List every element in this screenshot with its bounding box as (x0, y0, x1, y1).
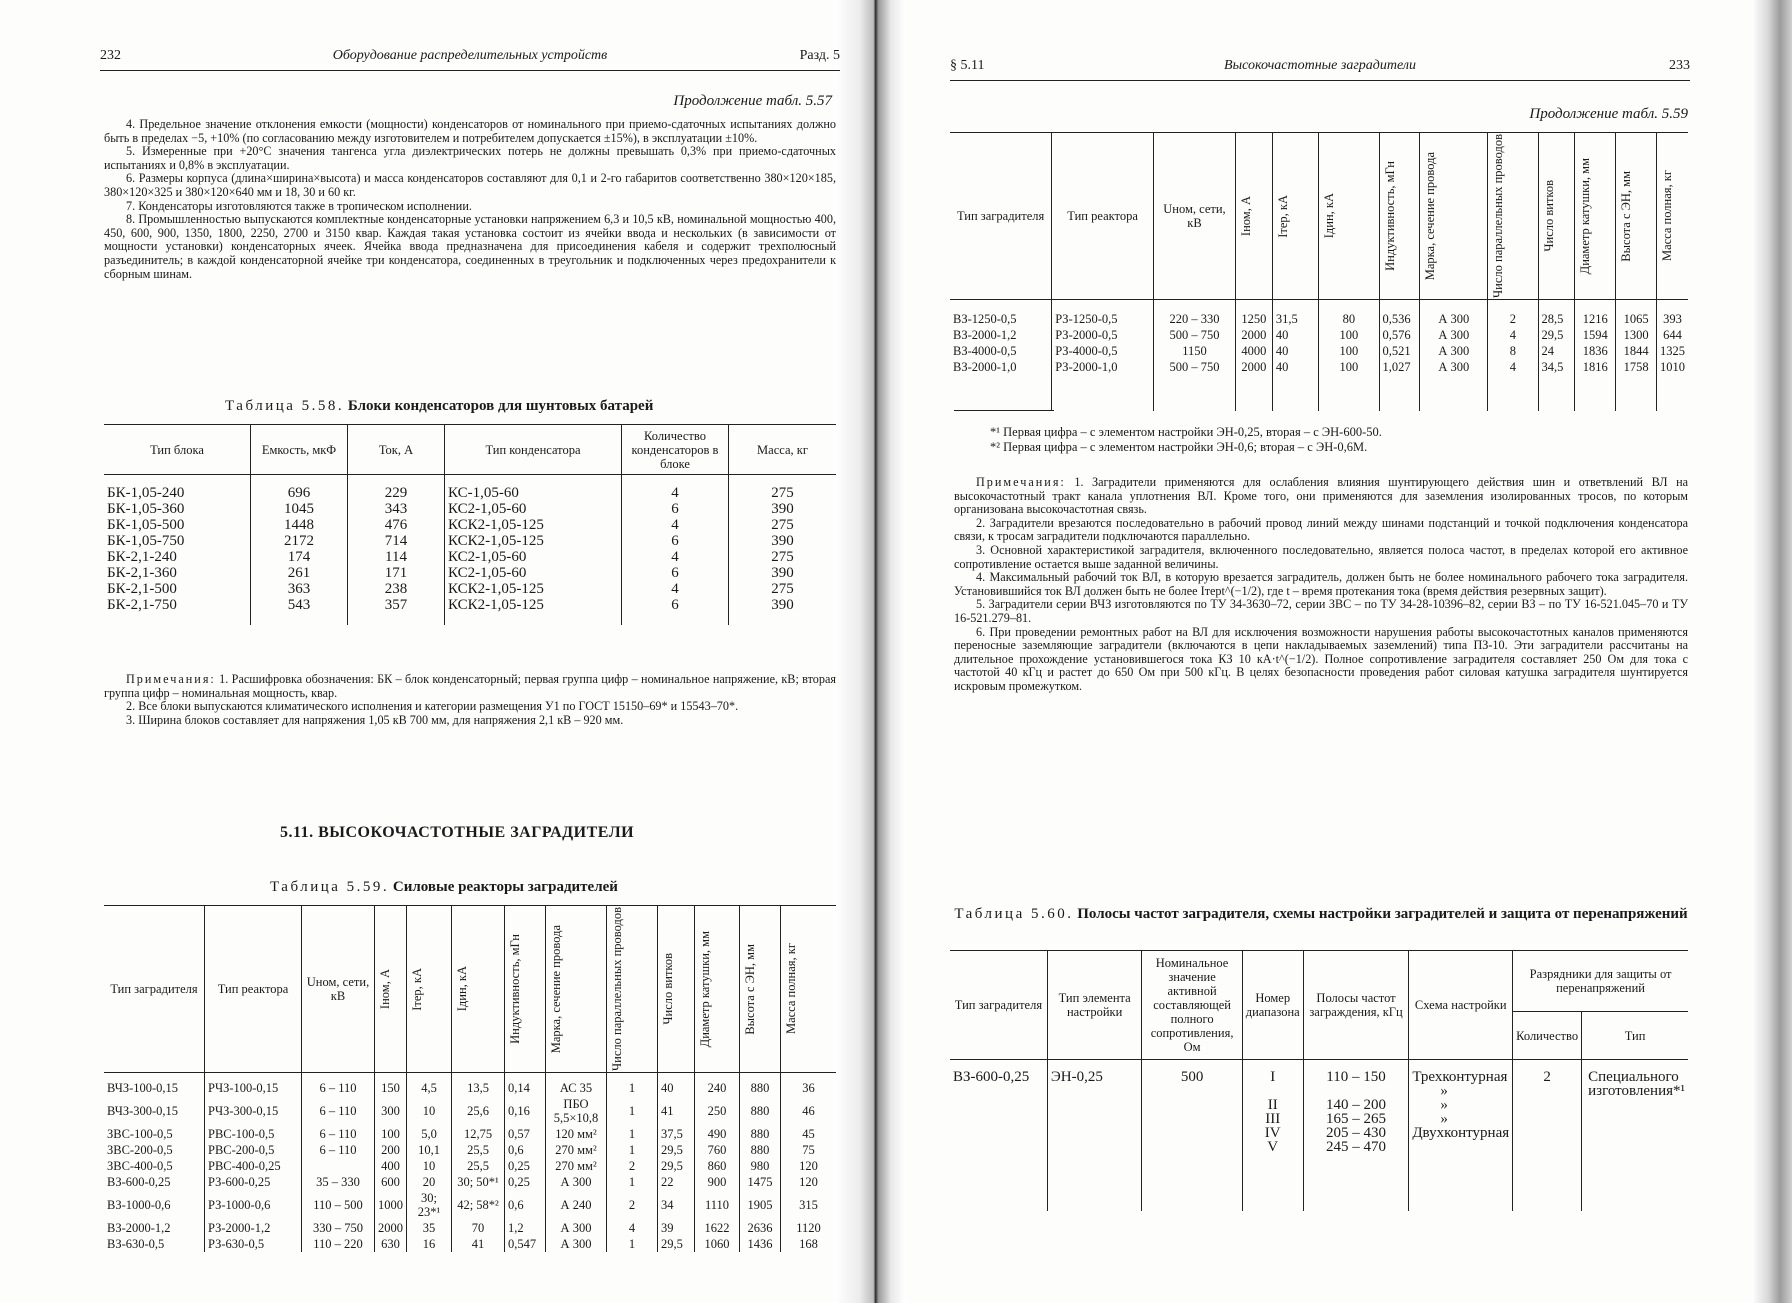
table-row: ЗВС-200-0,5 РВС-200-0,5 6 – 110 200 10,1 25,5 0,6 270 мм² 1 29,5 760 880 75 (104, 1142, 836, 1158)
col-header: Номер диапазона (1242, 951, 1303, 1060)
col-header: Iтер, кА (1275, 194, 1290, 238)
note-paragraph: 6. Размеры корпуса (длина×ширина×высота) и масса конденсаторов составляют для 0,1 и 2-го габаритов соответственно 380×120×185, 380×120×325 и 380×120×640 мм и 18, 30 и 60 кг. (104, 171, 836, 199)
col-header: Полосы частот заграждения, кГц (1303, 951, 1409, 1060)
col-header: Номинальное значение активной составляющей полного сопротивления, Ом (1142, 951, 1242, 1060)
table-row: ЗВС-400-0,5 РВС-400-0,25 400 10 25,5 0,25 270 мм² 2 29,5 860 980 120 (104, 1158, 836, 1174)
table-title: Силовые реакторы заградителей (392, 879, 618, 895)
running-title: Оборудование распределительных устройств (332, 48, 608, 63)
notes-label: Примечания: (126, 672, 216, 686)
table-row: БК-2,1-750 543 357 КСК2-1,05-125 6 390 (104, 597, 836, 613)
note-paragraph: 7. Конденсаторы изготовляются также в тропическом исполнении. (126, 198, 472, 213)
table-row: ВЗ-2000-1,2 РЗ-2000-0,5 500 – 750 2000 40 100 0,576 А 300 4 29,5 1594 1300 644 (950, 327, 1688, 343)
table-title: Полосы частот заградителя, схемы настройки заградителей и защита от перенапряжений (1077, 906, 1688, 922)
footnotes (990, 425, 1680, 455)
page-edge (1752, 0, 1792, 1303)
col-header: Масса полная, кг (1660, 170, 1674, 262)
col-header: Число параллельных проводов (610, 907, 624, 1071)
footnote-rule (954, 410, 1054, 411)
continuation-label: Продолжение табл. 5.57 (673, 93, 832, 109)
note-paragraph: 8. Промышленностью выпускаются комплектные конденсаторные установки напряжением 6,3 и 10,5 кВ, номинальной мощностью 400, 450, 600, 900, 1350, 1800, 2250, 2700 и 3150 квар. Каждая такая установка состоит из ячейки ввода и нескольких (в зависимости от мощности установки) конденсаторных ячеек. Ячейка ввода предназначена для присоединения кабеля и содержит трехполюсный разъединитель; в каждой конденсаторной ячейке три конденсатора, соединенных в треугольник и подключенных через предохранители к сборным шинам. (104, 212, 836, 281)
table-558-caption (225, 398, 653, 415)
running-title: Высокочастотные заградители (1224, 58, 1416, 73)
table-row: БК-1,05-750 2172 714 КСК2-1,05-125 6 390 (104, 533, 836, 549)
col-header: Тип (1582, 1012, 1688, 1060)
page-number: 233 (1669, 58, 1690, 73)
col-header: Iном, А (378, 968, 392, 1009)
col-header: Тип заградителя (104, 906, 205, 1073)
col-header: Высота с ЭН, мм (1619, 170, 1634, 262)
col-header: Марка, сечение провода (549, 924, 563, 1054)
notes-label: Примечания: (976, 475, 1066, 489)
col-header: Тип элемента настройки (1047, 951, 1142, 1060)
table-559 (104, 905, 836, 1252)
table-label: Таблица 5.58. (225, 398, 345, 414)
section-ref: Разд. 5 (799, 48, 840, 63)
col-header: Высота с ЭН, мм (743, 943, 757, 1035)
col-header: Uном, сети, кВ (1154, 133, 1236, 300)
col-header: Тип реактора (205, 906, 302, 1073)
col-header: Iтер, кА (410, 967, 424, 1011)
table-560-caption (954, 906, 1688, 923)
col-header: Ток, А (348, 425, 445, 475)
page-number: 232 (100, 48, 121, 63)
table-row: ВЗ-600-0,25 РЗ-600-0,25 35 – 330 600 20 30; 50*¹ 0,25 А 300 1 22 900 1475 120 (104, 1174, 836, 1190)
col-header: Емкость, мкФ (251, 425, 348, 475)
col-header: Число витков (1541, 180, 1556, 252)
col-header: Диаметр катушки, мм (1578, 157, 1593, 275)
table-title: Блоки конденсаторов для шунтовых батарей (347, 398, 654, 414)
col-header: Тип заградителя (950, 133, 1052, 300)
notes-559 (954, 476, 1688, 694)
section-heading: 5.11. ВЫСОКОЧАСТОТНЫЕ ЗАГРАДИТЕЛИ (280, 824, 635, 841)
footnote: *² Первая цифра – с элементом настройки ЭН-0,6; вторая – с ЭН-0,6М. (990, 440, 1368, 454)
book-gutter (835, 0, 905, 1303)
notes-558 (104, 673, 836, 727)
col-header: Индуктивность, мГн (508, 934, 522, 1044)
table-560 (950, 950, 1688, 1211)
col-header: Схема настройки (1409, 951, 1513, 1060)
table-row: ВЗ-600-0,25 ЭН-0,25 500 I II III IV V 110 – 150 140 – 200 165 – 265 205 – 430 245 – 470 Трехконтурная » » » Двухконтурная 2 Специального изготовления*¹ (950, 1060, 1688, 1212)
table-row: БК-1,05-500 1448 476 КСК2-1,05-125 4 275 (104, 517, 836, 533)
table-row: ВЗ-2000-1,2 РЗ-2000-1,2 330 – 750 2000 35 70 1,2 А 300 4 39 1622 2636 1120 (104, 1220, 836, 1236)
col-header: Разрядники для защиты от перенапряжений (1513, 951, 1688, 1012)
note-paragraph: 5. Заградители серии ВЧЗ изготовляются по ТУ 34-3630–72, серии ЗВС – по ТУ 34-28-10396–82, серии ВЗ – по ТУ 16-521.045–70 и ТУ 16-521.279–81. (954, 597, 1688, 625)
col-header: Масса, кг (729, 425, 837, 475)
table-row: БК-2,1-240 174 114 КС2-1,05-60 4 275 (104, 549, 836, 565)
note-paragraph: 6. При проведении ремонтных работ на ВЛ для исключения возможности нарушения работы высокочастотных каналов применяются переносные заземляющие заградители (включаются в цепи накладываемых заземлений) типа ПЗ-10. Эти заградители рассчитаны на длительное прохождение установившегося тока КЗ 10 кА·t^(−1/2). Полное сопротивление заградителя составляет 250 Ом для тока с частотой 40 кГц и растет до 650 Ом при 500 кГц. В целях безопасности проведения работ силовая катушка заградителя шунтируется искровым промежутком. (954, 624, 1688, 693)
col-header: Масса полная, кг (784, 943, 798, 1035)
col-header: Количество конденсаторов в блоке (622, 425, 729, 475)
note-paragraph: 2. Все блоки выпускаются климатического исполнения и категории размещения У1 по ГОСТ 15150–69* и 15543–70*. (126, 699, 739, 714)
note-paragraph: 3. Основной характеристикой заградителя, включенного последовательно, является полоса частот, в пределах которой его активное сопротивление остается выше заданной величины. (954, 542, 1688, 571)
col-header: Тип реактора (1052, 133, 1154, 300)
table-row: ЗВС-100-0,5 РВС-100-0,5 6 – 110 100 5,0 12,75 0,57 120 мм² 1 37,5 490 880 45 (104, 1126, 836, 1142)
col-header: Iдин, кА (1322, 193, 1337, 239)
col-header: Индуктивность, мГн (1382, 161, 1397, 271)
running-head-left (100, 48, 840, 71)
section-ref: § 5.11 (950, 58, 985, 73)
col-header: Iном, А (1238, 195, 1253, 236)
col-header: Диаметр катушки, мм (698, 930, 712, 1048)
table-row: БК-1,05-240 696 229 КС-1,05-60 4 275 (104, 485, 836, 501)
note-paragraph: 3. Ширина блоков составляет для напряжения 1,05 кВ 700 мм, для напряжения 2,1 кВ – 920 мм. (126, 712, 624, 727)
running-head-right (950, 58, 1690, 81)
note-paragraph: Примечания: 1. Заградители применяются для ослабления влияния шунтирующего действия шин и ответвлений ВЛ на высокочастотный тракт канала уплотнения ВЛ. Кроме того, они применяются для заземления изолированных тросов, по которым организована высокочастотная связь. (954, 475, 1688, 517)
table-row: БК-1,05-360 1045 343 КС2-1,05-60 6 390 (104, 501, 836, 517)
table-559-continued (950, 132, 1688, 411)
col-header: Число параллельных проводов (1491, 134, 1506, 298)
col-header: Марка, сечение провода (1423, 151, 1438, 281)
col-header: Число витков (661, 953, 675, 1025)
footnote: *¹ Первая цифра – с элементом настройки ЭН-0,25, вторая – с ЭН-600-50. (990, 425, 1382, 439)
notes-top (104, 118, 836, 281)
table-row: ВЧЗ-300-0,15 РЧЗ-300-0,15 6 – 110 300 10 25,6 0,16 ПБО 5,5×10,8 1 41 250 880 46 (104, 1096, 836, 1126)
note-paragraph: 5. Измеренные при +20°С значения тангенса угла диэлектрических потерь не должны превышать 0,3% при приемо-сдаточных испытаниях и 0,8% в эксплуатации. (104, 144, 836, 172)
note-paragraph: Примечания: 1. Расшифровка обозначения: БК – блок конденсаторный; первая группа цифр – номинальное напряжение, кВ; вторая группа цифр – номинальная мощность, квар. (104, 672, 836, 700)
table-row: ВЗ-4000-0,5 РЗ-4000-0,5 1150 4000 40 100 0,521 А 300 8 24 1836 1844 1325 (950, 343, 1688, 359)
table-559-caption (270, 879, 618, 896)
table-row: ВЗ-1250-0,5 РЗ-1250-0,5 220 – 330 1250 31,5 80 0,536 А 300 2 28,5 1216 1065 393 (950, 311, 1688, 327)
note-paragraph: 4. Предельное значение отклонения емкости (мощности) конденсаторов от номинального при приемо-сдаточных испытаниях должно быть в пределах −5, +10% (по согласованию между изготовителем и потребителем допускается ±15%), в эксплуатации ±10%. (104, 117, 836, 145)
table-row: ВЗ-2000-1,0 РЗ-2000-1,0 500 – 750 2000 40 100 1,027 А 300 4 34,5 1816 1758 1010 (950, 359, 1688, 375)
table-row: ВЧЗ-100-0,15 РЧЗ-100-0,15 6 – 110 150 4,5 13,5 0,14 АС 35 1 40 240 880 36 (104, 1080, 836, 1096)
table-row: ВЗ-1000-0,6 РЗ-1000-0,6 110 – 500 1000 30; 23*¹ 42; 58*² 0,6 А 240 2 34 1110 1905 315 (104, 1190, 836, 1220)
table-row: ВЗ-630-0,5 РЗ-630-0,5 110 – 220 630 16 41 0,547 А 300 1 29,5 1060 1436 168 (104, 1236, 836, 1252)
table-558 (104, 424, 836, 625)
note-paragraph: 2. Заградители врезаются последовательно в рабочий провод линий между шинами подстанций и точкой подключения конденсатора связи, к тросам заградители подключаются параллельно. (954, 515, 1688, 544)
col-header: Тип конденсатора (445, 425, 622, 475)
col-header: Количество (1513, 1012, 1582, 1060)
table-row: БК-2,1-360 261 171 КС2-1,05-60 6 390 (104, 565, 836, 581)
col-header: Тип заградителя (950, 951, 1047, 1060)
col-header: Iдин, кА (455, 966, 469, 1012)
table-label: Таблица 5.59. (270, 879, 390, 895)
col-header: Uном, сети, кВ (302, 906, 375, 1073)
col-header: Тип блока (104, 425, 251, 475)
table-row: БК-2,1-500 363 238 КСК2-1,05-125 4 275 (104, 581, 836, 597)
table-label: Таблица 5.60. (954, 906, 1074, 922)
continuation-label: Продолжение табл. 5.59 (1529, 106, 1688, 122)
note-paragraph: 4. Максимальный рабочий ток ВЛ, в которую врезается заградитель, должен быть не более номинального рабочего тока заградителя. Установившийся ток ВЛ должен быть не более Iтерt^(−1/2), где t – время протекания тока (время действия резервных защит). (954, 570, 1688, 598)
